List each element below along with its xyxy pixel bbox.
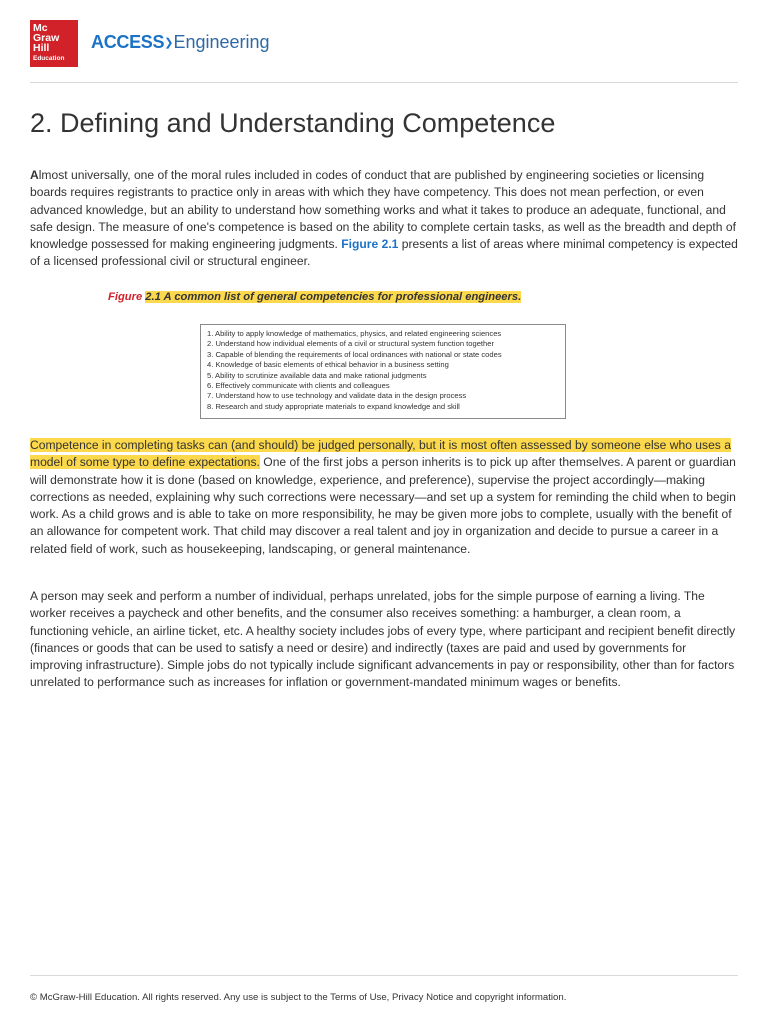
logo-line-graw: Graw [33, 32, 60, 44]
figure-caption-text: 2.1 A common list of general competencies for professional engineers. [145, 291, 522, 303]
page-header [30, 20, 738, 70]
list-item: 2. Understand how individual elements of a civil or structural system function together [207, 339, 495, 349]
chevron-right-icon: ❯ [164, 37, 174, 49]
figure-caption [108, 291, 521, 303]
figure-image[interactable] [200, 324, 566, 419]
paragraph-intro [30, 167, 740, 271]
footer-divider [30, 975, 738, 976]
logo-engineering-text: Engineering [173, 32, 270, 52]
paragraph-text: One of the first jobs a person inherits is to pick up after themselves. A parent or guardian will demonstrate how it is done (based on knowledge, experience, and preference), supervise the project accordingly—making corrections as needed, explaining why such corrections were necessary—and set up a system for reminding the child when to begin work. As a child grows and is able to take on more responsibility, he may be given more jobs to complete, usually with the benefit of an allowance for competent work. That child may discover a real talent and joy in organization and decide to pursue a career in a related field of work, such as housekeeping, landscaping, or general maintenance. [30, 455, 736, 556]
paragraph-text: presents a list of areas where minimal competency is expected of a licensed professional civil or structural engineer. [30, 237, 738, 269]
paragraph-jobs: A person may seek and perform a number of individual, perhaps unrelated, jobs for the simple purpose of earning a living. The worker receives a paycheck and other benefits, and the consumer also receives something: a hamburger, a clean room, a functioning vehicle, an airline ticket, etc. A healthy society includes jobs of every type, where participant and recipient benefit directly (finances or goods that can be used to satisfy a need or desire) and indirectly (taxes are paid and used by governments for improving infrastructure). Simple jobs do not typically include significant advancements in pay or responsibility, other than for factors unrelated to performance such as increases for inflation or government-mandated minimum wages or benefits. [30, 589, 736, 690]
paragraph-text: lmost universally, one of the moral rules included in codes of conduct that are published by engineering societies or licensing boards requires registrants to practice only in areas with which they have competency. This does not mean perfection, or even advanced knowledge, but an ability to understand how something works and what it takes to produce an adequate, functional, and safe design. The measure of one's competence is based on the ability to complete certain tasks, as well as the breadth and depth of knowledge possessed for making engineering judgments. [30, 168, 736, 252]
highlighted-text: Competence in completing tasks can (and should) be judged personally, but it is most often assessed by someone else who uses a model of some type to define expectations. [30, 438, 731, 470]
list-item: 5. Ability to scrutinize available data and make rational judgments [207, 370, 427, 380]
mcgraw-hill-logo[interactable] [30, 20, 78, 67]
logo-line-education: Education [33, 55, 65, 62]
list-item: 3. Capable of blending the requirements of local ordinances with national or state codes [207, 349, 502, 359]
list-item: 7. Understand how to use technology and validate data in the design process [207, 391, 467, 401]
copyright-footer: © McGraw-Hill Education. All rights reserved. Any use is subject to the Terms of Use, Privacy Notice and copyright information. [30, 992, 567, 1003]
list-item: 6. Effectively communicate with clients and colleagues [207, 381, 390, 391]
list-item: 1. Ability to apply knowledge of mathematics, physics, and related engineering sciences [207, 329, 502, 338]
paragraph-competence [30, 437, 740, 558]
figure-link[interactable]: Figure 2.1 [341, 237, 399, 252]
figure-label: Figure [108, 291, 146, 303]
page-title: 2. Defining and Understanding Competence [30, 108, 556, 138]
list-item: 8. Research and study appropriate materials to expand knowledge and skill [207, 401, 460, 411]
logo-access-text: ACCESS [91, 32, 165, 52]
access-engineering-logo[interactable] [91, 32, 270, 53]
dropcap: A [30, 168, 39, 182]
logo-line-mc: Mc [33, 22, 48, 34]
competency-list [207, 329, 565, 412]
logo-line-hill: Hill [33, 42, 50, 54]
list-item: 4. Knowledge of basic elements of ethical behavior in a business setting [207, 360, 449, 370]
header-divider [30, 82, 738, 83]
